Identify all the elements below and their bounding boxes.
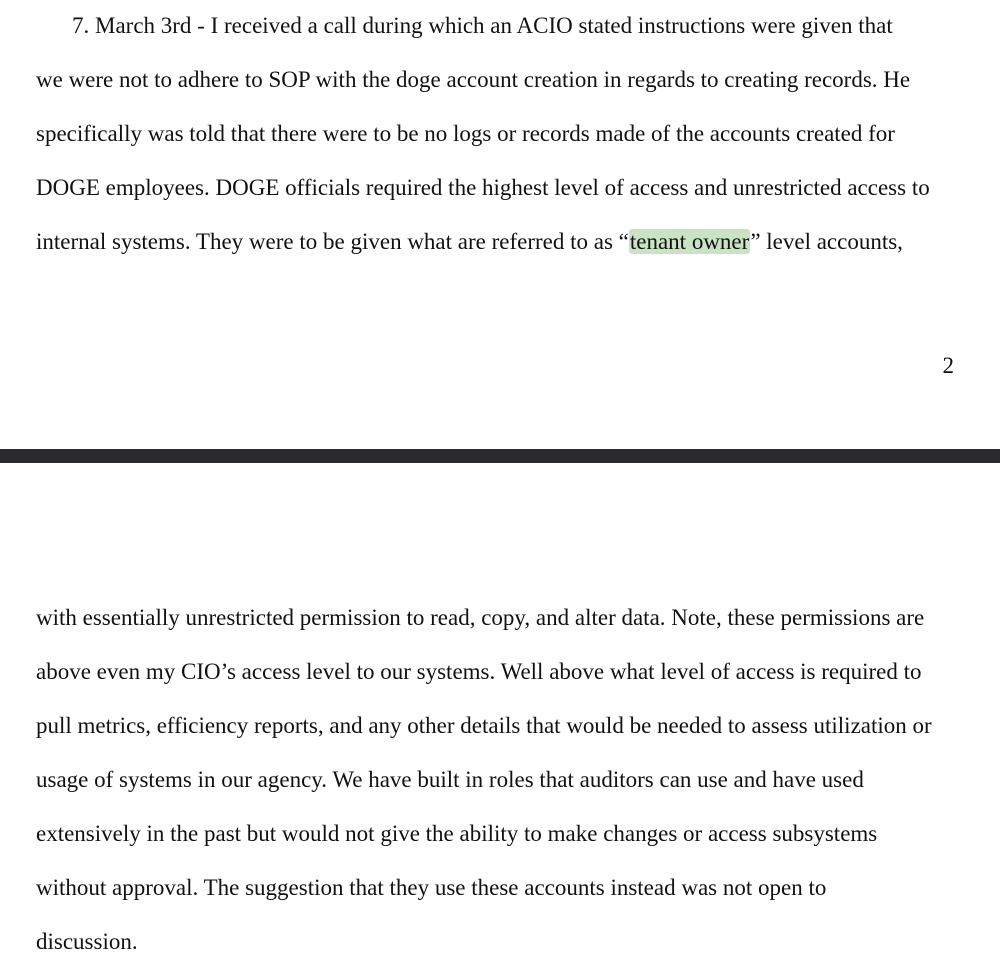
paragraph-line-with-highlight bbox=[36, 228, 903, 256]
document-page-top bbox=[0, 0, 1000, 449]
text-segment: internal systems. They were to be given what are referred to as “ bbox=[36, 229, 629, 254]
paragraph-line: DOGE employees. DOGE officials required the highest level of access and unrestricted access to bbox=[36, 175, 930, 200]
paragraph-line: specifically was told that there were to be no logs or records made of the accounts created for bbox=[36, 121, 895, 146]
highlighted-text: tenant owner bbox=[629, 229, 750, 254]
paragraph-line: usage of systems in our agency. We have built in roles that auditors can use and have used bbox=[36, 767, 864, 792]
paragraph-line: we were not to adhere to SOP with the doge account creation in regards to creating records. He bbox=[36, 67, 911, 92]
paragraph-line: above even my CIO’s access level to our systems. Well above what level of access is required to bbox=[36, 659, 922, 684]
page-divider bbox=[0, 449, 1000, 463]
paragraph-line: with essentially unrestricted permission to read, copy, and alter data. Note, these permissions are bbox=[36, 605, 925, 630]
document-page-bottom bbox=[0, 463, 1000, 968]
paragraph-line: extensively in the past but would not give the ability to make changes or access subsystems bbox=[36, 821, 878, 846]
page-number: 2 bbox=[942, 353, 954, 378]
text-segment: ” level accounts, bbox=[750, 229, 903, 254]
paragraph-line: 7. March 3rd - I received a call during which an ACIO stated instructions were given that bbox=[72, 13, 893, 38]
paragraph-line: discussion. bbox=[36, 929, 138, 954]
paragraph-line: without approval. The suggestion that they use these accounts instead was not open to bbox=[36, 875, 827, 900]
paragraph-line: pull metrics, efficiency reports, and any other details that would be needed to assess utilization or bbox=[36, 713, 932, 738]
